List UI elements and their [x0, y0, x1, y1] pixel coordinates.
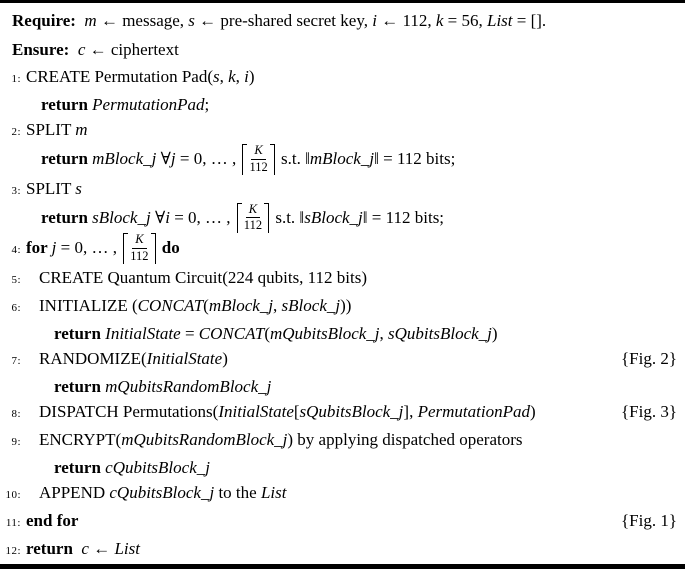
- return-statement: [41, 145, 455, 176]
- text-segment: ): [529, 401, 536, 421]
- line-2-split-m: [0, 117, 685, 145]
- line-number: 4:: [11, 244, 21, 257]
- text-segment: i: [165, 207, 170, 227]
- left-ceiling-bracket-icon: [242, 144, 247, 175]
- text-segment: ,: [235, 67, 245, 86]
- text-segment: ←: [88, 538, 115, 558]
- text-segment: s: [75, 178, 82, 198]
- statement: [39, 293, 351, 318]
- line-6-return: [0, 321, 685, 346]
- text-segment: =: [180, 323, 199, 343]
- line-number: 2:: [11, 126, 21, 138]
- text-segment: [: [293, 401, 300, 421]
- text-segment: InitialState: [218, 401, 294, 421]
- text-segment: sBlock_j: [304, 207, 363, 227]
- text-segment: cQubitsBlock_j: [109, 482, 215, 502]
- line-number: 7:: [11, 354, 21, 367]
- statement: [39, 427, 523, 452]
- text-segment: ∀: [150, 207, 166, 227]
- text-segment: ‖ = 112 bits;: [362, 207, 445, 227]
- text-segment: ],: [403, 401, 418, 421]
- line-4-for-loop: [0, 234, 685, 265]
- text-segment: InitialState: [105, 323, 181, 343]
- right-ceiling-bracket-icon: [151, 233, 156, 264]
- text-segment: return: [26, 538, 78, 558]
- statement: [39, 480, 286, 505]
- text-segment: ← ciphertext: [85, 40, 179, 59]
- statement: [26, 508, 78, 533]
- line-3-split-s: [0, 176, 685, 204]
- text-segment: i: [244, 67, 249, 86]
- line-1-return: [0, 92, 685, 117]
- text-segment: for: [26, 238, 52, 258]
- line-10-append: [0, 480, 685, 508]
- text-segment: ← message,: [96, 11, 189, 30]
- text-segment: APPEND: [39, 482, 110, 502]
- line-number: 1:: [11, 73, 21, 85]
- figure-comment: {Fig. 2}: [621, 348, 677, 368]
- text-segment: j: [170, 149, 176, 169]
- text-segment: CREATE Permutation Pad(: [26, 67, 213, 86]
- text-segment: = 0, … ,: [169, 207, 235, 227]
- text-segment: RANDOMIZE(: [39, 348, 147, 368]
- text-segment: return: [54, 376, 106, 396]
- text-segment: Ensure:: [12, 40, 70, 59]
- text-segment: mQubitsBlock_j: [269, 323, 380, 343]
- text-segment: CONCAT: [137, 295, 204, 315]
- text-segment: c: [81, 538, 89, 558]
- line-1-create-permutation-pad: [0, 64, 685, 92]
- line-number: 3:: [11, 184, 21, 197]
- text-segment: cQubitsBlock_j: [105, 457, 210, 477]
- text-segment: [69, 40, 78, 59]
- text-segment: mBlock_j: [208, 295, 274, 315]
- text-segment: return: [41, 95, 93, 114]
- statement: [26, 234, 180, 265]
- text-segment: List: [260, 482, 287, 502]
- text-segment: PermutationPad: [92, 95, 205, 114]
- line-7-randomize: [0, 346, 685, 374]
- text-segment: = 0, … ,: [175, 149, 241, 169]
- text-segment: (: [203, 295, 209, 315]
- text-segment: = 56,: [443, 11, 487, 30]
- line-number: 11:: [5, 516, 21, 529]
- text-segment: s.t. ‖: [271, 207, 305, 227]
- statement: [26, 536, 140, 561]
- line-9-encrypt: [0, 427, 685, 455]
- fraction-numerator: K: [251, 144, 265, 160]
- fraction: [244, 203, 262, 234]
- line-8-dispatch-permutations: [0, 399, 685, 427]
- line-number: 8:: [11, 407, 21, 420]
- line-7-return: [0, 374, 685, 399]
- text-segment: return: [54, 323, 106, 343]
- line-9-return: [0, 455, 685, 480]
- figure-comment: {Fig. 3}: [621, 401, 677, 421]
- text-segment: ): [248, 67, 255, 86]
- text-segment: List: [114, 538, 140, 558]
- text-segment: s: [188, 11, 195, 30]
- text-segment: ,: [273, 295, 282, 315]
- left-ceiling-bracket-icon: [237, 203, 242, 234]
- text-segment: mBlock_j: [92, 149, 157, 169]
- ensure-line: [0, 35, 685, 64]
- fraction-numerator: K: [132, 233, 146, 249]
- text-segment: sBlock_j: [92, 207, 151, 227]
- statement: [39, 346, 228, 371]
- text-segment: = [].: [512, 11, 547, 30]
- statement: [39, 265, 367, 290]
- line-number: 5:: [11, 273, 21, 286]
- statement: [26, 117, 88, 142]
- left-ceiling-bracket-icon: [123, 233, 128, 264]
- fraction-denominator: 112: [130, 248, 149, 263]
- text-segment: = 0, … ,: [56, 238, 122, 258]
- text-segment: InitialState: [146, 348, 223, 368]
- text-segment: mQubitsRandomBlock_j: [105, 376, 272, 396]
- text-segment: ENCRYPT(: [39, 429, 122, 449]
- text-segment: sQubitsBlock_j: [299, 401, 404, 421]
- statement: [12, 6, 546, 35]
- statement: [12, 35, 179, 64]
- text-segment: ): [222, 348, 228, 368]
- ceiling-fraction: [123, 233, 155, 264]
- text-segment: s.t. ‖: [276, 149, 310, 169]
- fraction: [130, 233, 148, 264]
- text-segment: m: [75, 120, 88, 139]
- text-segment: i: [372, 11, 377, 30]
- text-segment: sQubitsBlock_j: [388, 323, 492, 343]
- text-segment: mBlock_j: [309, 149, 375, 169]
- algorithm-body: [0, 3, 685, 564]
- require-line: [0, 6, 685, 35]
- fraction-denominator: 112: [249, 159, 268, 174]
- text-segment: ) by applying dispatched operators: [287, 429, 523, 449]
- text-segment: end for: [26, 510, 79, 530]
- right-ceiling-bracket-icon: [270, 144, 275, 175]
- text-segment: return: [41, 207, 93, 227]
- return-statement: [54, 321, 498, 346]
- right-ceiling-bracket-icon: [264, 203, 269, 234]
- text-segment: CREATE Quantum Circuit(224 qubits, 112 bits): [39, 267, 368, 287]
- fraction-denominator: 112: [243, 218, 263, 233]
- text-segment: do: [157, 238, 180, 258]
- line-number: 6:: [11, 301, 21, 314]
- statement: [26, 176, 82, 201]
- line-3-return: [0, 201, 685, 235]
- text-segment: return: [54, 457, 106, 477]
- line-number: 12:: [5, 544, 21, 557]
- text-segment: PermutationPad: [417, 401, 530, 421]
- text-segment: ,: [379, 323, 389, 343]
- return-statement: [54, 455, 210, 480]
- line-6-initialize: [0, 293, 685, 321]
- text-segment: (: [264, 323, 270, 343]
- line-5-create-quantum-circuit: [0, 265, 685, 293]
- text-segment: CONCAT: [198, 323, 265, 343]
- text-segment: ,: [219, 67, 229, 86]
- return-statement: [41, 92, 209, 117]
- text-segment: to the: [214, 482, 261, 502]
- text-segment: sBlock_j: [281, 295, 341, 315]
- statement: [39, 399, 536, 424]
- return-statement: [41, 201, 445, 235]
- text-segment: m: [84, 11, 97, 30]
- line-12-return-ciphertext: [0, 536, 685, 564]
- line-2-return: [0, 145, 685, 176]
- fraction-numerator: K: [246, 203, 260, 219]
- text-segment: SPLIT: [26, 178, 76, 198]
- text-segment: return: [41, 149, 93, 169]
- line-number: 10:: [5, 488, 21, 501]
- text-segment: ← pre-shared secret key,: [194, 11, 373, 30]
- bottom-rule: [0, 564, 685, 569]
- text-segment: s: [212, 67, 220, 86]
- figure-comment: {Fig. 1}: [621, 510, 677, 530]
- text-segment: k: [228, 67, 236, 86]
- text-segment: DISPATCH Permutations(: [39, 401, 219, 421]
- text-segment: j: [51, 238, 57, 258]
- text-segment: SPLIT: [26, 120, 76, 139]
- line-number: 9:: [11, 435, 21, 448]
- statement: [26, 64, 255, 89]
- ceiling-fraction: [237, 203, 269, 234]
- text-segment: )): [340, 295, 352, 315]
- text-segment: ): [491, 323, 498, 343]
- fraction: [249, 144, 267, 175]
- ceiling-fraction: [242, 144, 274, 175]
- text-segment: INITIALIZE (: [39, 295, 138, 315]
- text-segment: ‖ = 112 bits;: [374, 149, 456, 169]
- text-segment: ← 112,: [376, 11, 436, 30]
- text-segment: mQubitsRandomBlock_j: [121, 429, 288, 449]
- line-11-end-for: [0, 508, 685, 536]
- text-segment: ;: [204, 95, 210, 114]
- text-segment: k: [435, 11, 444, 30]
- text-segment: ∀: [156, 149, 171, 169]
- text-segment: c: [77, 40, 86, 59]
- return-statement: [54, 374, 271, 399]
- text-segment: Require:: [12, 11, 76, 30]
- text-segment: List: [486, 11, 513, 30]
